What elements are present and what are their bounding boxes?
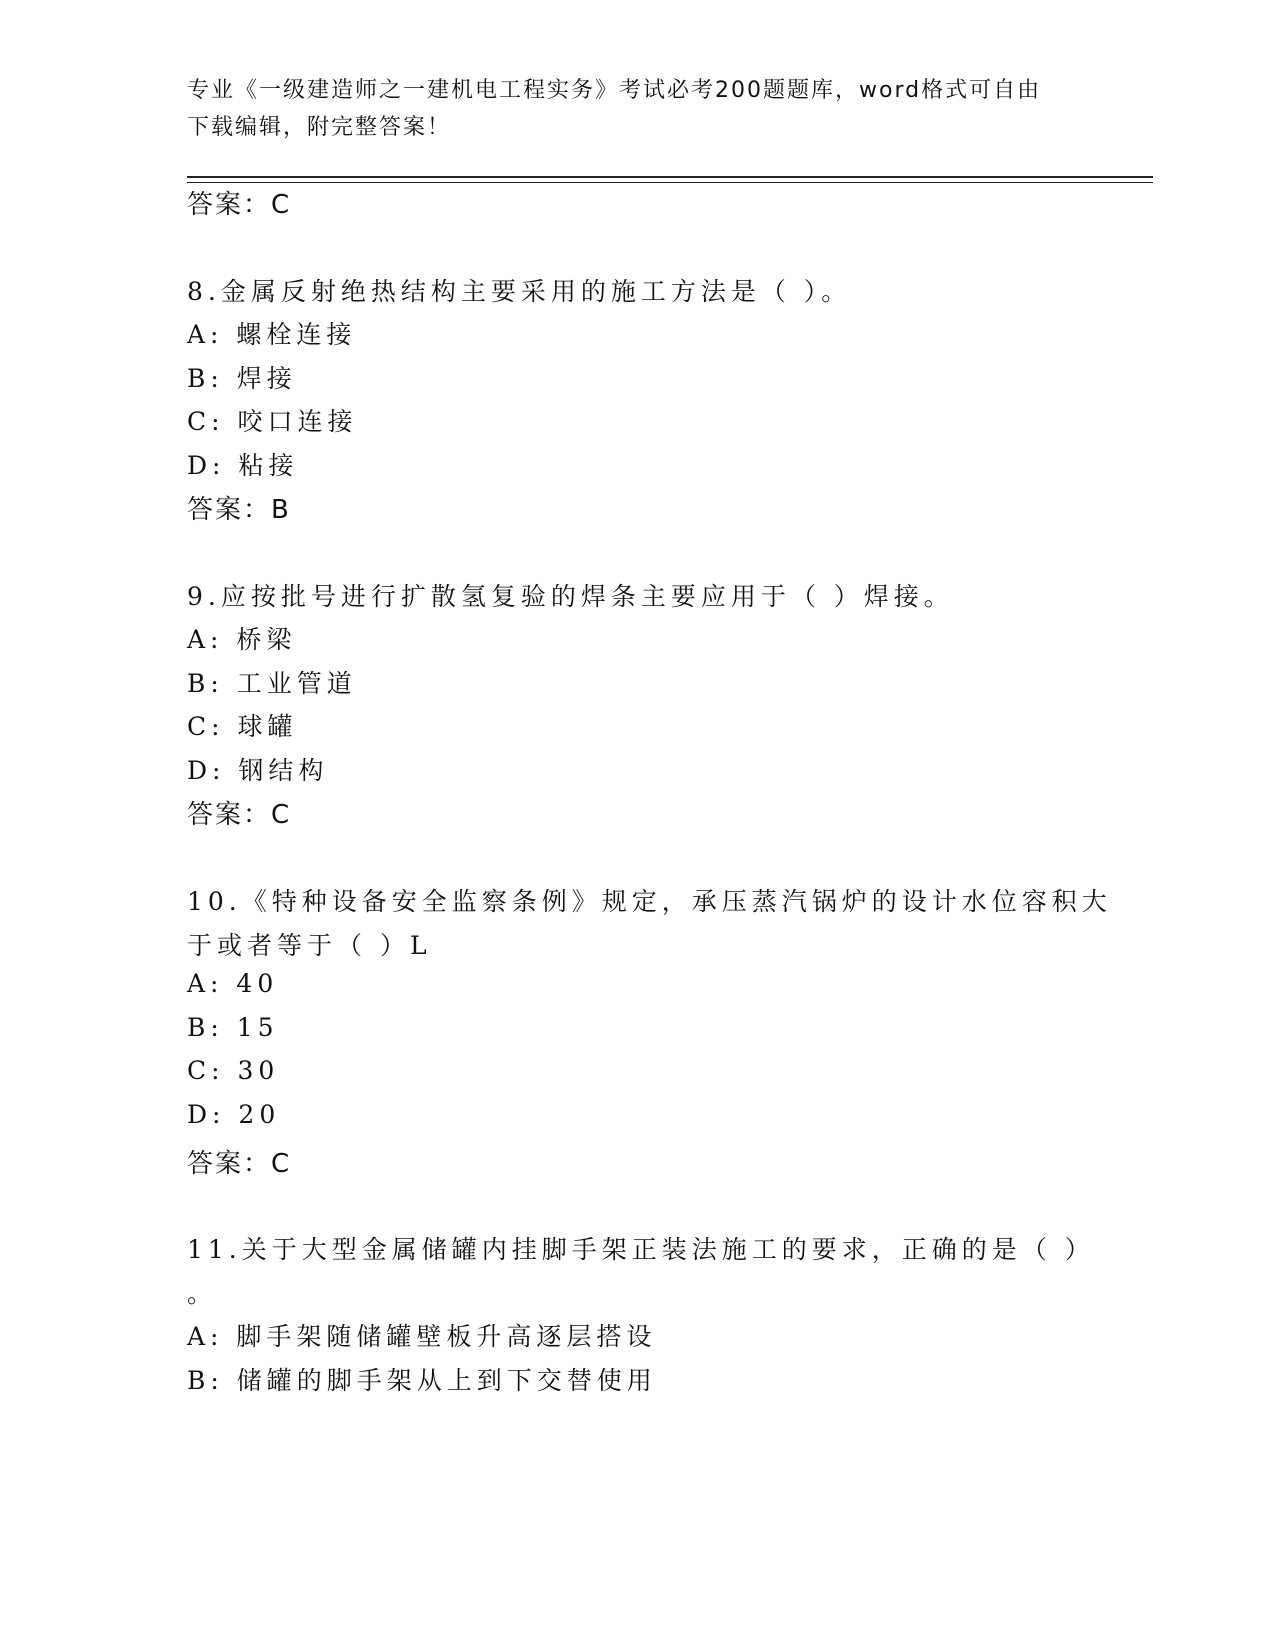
option-c: C: 30 xyxy=(187,1056,280,1085)
document-header xyxy=(187,72,1087,146)
option-a: A: 螺栓连接 xyxy=(187,320,357,349)
option-a: A: 桥梁 xyxy=(187,625,297,654)
header-divider-thin xyxy=(187,182,1153,183)
option-c: C: 球罐 xyxy=(187,712,298,741)
header-line-1: 专业《一级建造师之一建机电工程实务》考试必考200题题库，word格式可自由 xyxy=(187,78,1042,103)
answer-line: 答案：B xyxy=(187,495,291,525)
option-d: D: 粘接 xyxy=(187,451,299,480)
option-a: A: 40 xyxy=(187,969,279,998)
question-stem: 8.金属反射绝热结构主要采用的施工方法是（ ）。 xyxy=(187,277,852,306)
question-stem: 9.应按批号进行扩散氢复验的焊条主要应用于（ ）焊接。 xyxy=(187,582,954,611)
question-stem-continued: 。 xyxy=(187,1279,218,1308)
option-d: D: 20 xyxy=(187,1100,281,1129)
option-d: D: 钢结构 xyxy=(187,756,329,785)
option-b: B: 工业管道 xyxy=(187,669,357,698)
answer-line: 答案：C xyxy=(187,1149,292,1179)
option-a: A: 脚手架随储罐壁板升高逐层搭设 xyxy=(187,1322,657,1351)
question-stem: 10.《特种设备安全监察条例》规定，承压蒸汽锅炉的设计水位容积大 xyxy=(187,887,1112,916)
answer-line: 答案：C xyxy=(187,800,292,830)
option-b: B: 15 xyxy=(187,1013,279,1042)
option-c: C: 咬口连接 xyxy=(187,407,358,436)
option-b: B: 焊接 xyxy=(187,364,297,393)
answer-line: 答案：C xyxy=(187,190,292,220)
header-divider xyxy=(187,176,1153,178)
question-stem: 11.关于大型金属储罐内挂脚手架正装法施工的要求，正确的是（ ） xyxy=(187,1235,1095,1264)
question-stem-continued: 于或者等于（ ）L xyxy=(187,931,432,960)
option-b: B: 储罐的脚手架从上到下交替使用 xyxy=(187,1366,657,1395)
header-line-2: 下载编辑，附完整答案！ xyxy=(187,115,452,140)
